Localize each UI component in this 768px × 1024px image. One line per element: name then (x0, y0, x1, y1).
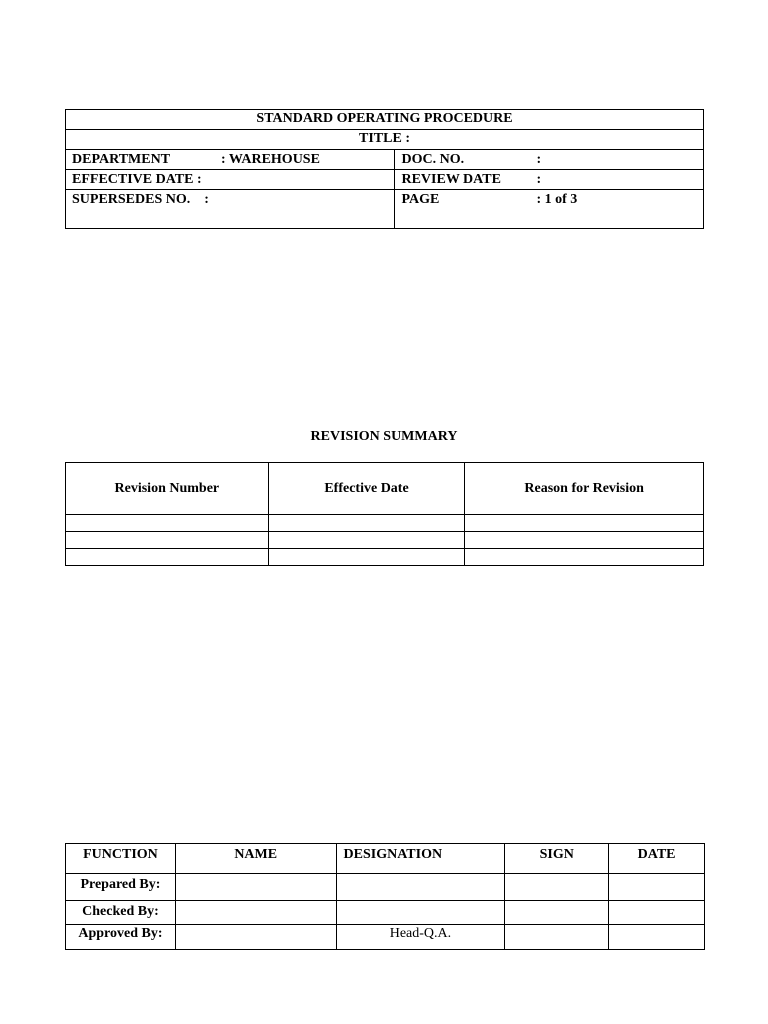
effective-date-cell[interactable] (268, 532, 465, 549)
sign-cell[interactable] (505, 925, 609, 950)
designation-cell[interactable]: Head-Q.A. (336, 925, 505, 950)
department-value: : WAREHOUSE (221, 152, 320, 167)
sop-header-table (65, 109, 704, 229)
revision-summary-title: REVISION SUMMARY (310, 429, 458, 444)
review-date-label: REVIEW DATE (401, 172, 501, 187)
col-reason-for-revision: Reason for Revision (465, 463, 704, 515)
name-cell[interactable] (175, 901, 336, 925)
sign-cell[interactable] (505, 874, 609, 901)
col-date: DATE (609, 844, 705, 874)
date-cell[interactable] (609, 925, 705, 950)
review-date-value: : (536, 172, 542, 187)
sop-title-main: STANDARD OPERATING PROCEDURE (66, 110, 704, 130)
review-date-cell (395, 170, 704, 190)
revision-number-cell[interactable] (66, 549, 269, 566)
reason-cell[interactable] (465, 532, 704, 549)
name-cell[interactable] (175, 874, 336, 901)
date-cell[interactable] (609, 874, 705, 901)
supersedes-label: SUPERSEDES NO. : (72, 192, 209, 207)
sop-title-label: TITLE : (66, 130, 704, 150)
doc-no-value: : (536, 152, 542, 167)
effective-date-cell (66, 170, 395, 190)
col-effective-date: Effective Date (268, 463, 465, 515)
col-sign: SIGN (505, 844, 609, 874)
table-row (66, 901, 705, 925)
col-function: FUNCTION (66, 844, 176, 874)
col-name: NAME (175, 844, 336, 874)
table-row (66, 549, 704, 566)
department-cell (66, 150, 395, 170)
doc-no-cell (395, 150, 704, 170)
revision-number-cell[interactable] (66, 532, 269, 549)
function-approved-by: Approved By: (66, 925, 176, 950)
doc-no-label: DOC. NO. (401, 152, 465, 167)
sign-cell[interactable] (505, 901, 609, 925)
page-cell (395, 190, 704, 229)
signoff-table (65, 843, 705, 950)
function-checked-by: Checked By: (66, 901, 176, 925)
page-label: PAGE (401, 192, 440, 207)
table-row (66, 925, 705, 950)
revision-summary-table (65, 462, 704, 566)
col-revision-number: Revision Number (66, 463, 269, 515)
table-row (66, 874, 705, 901)
effective-date-cell[interactable] (268, 515, 465, 532)
revision-number-cell[interactable] (66, 515, 269, 532)
reason-cell[interactable] (465, 549, 704, 566)
effective-date-cell[interactable] (268, 549, 465, 566)
table-row (66, 532, 704, 549)
table-row (66, 515, 704, 532)
designation-cell[interactable] (336, 874, 505, 901)
supersedes-cell (66, 190, 395, 229)
designation-cell[interactable] (336, 901, 505, 925)
reason-cell[interactable] (465, 515, 704, 532)
name-cell[interactable] (175, 925, 336, 950)
col-designation: DESIGNATION (336, 844, 505, 874)
date-cell[interactable] (609, 901, 705, 925)
page-value: : 1 of 3 (536, 192, 578, 207)
department-label: DEPARTMENT (72, 152, 171, 167)
effective-date-label: EFFECTIVE DATE : (72, 172, 202, 187)
function-prepared-by: Prepared By: (66, 874, 176, 901)
